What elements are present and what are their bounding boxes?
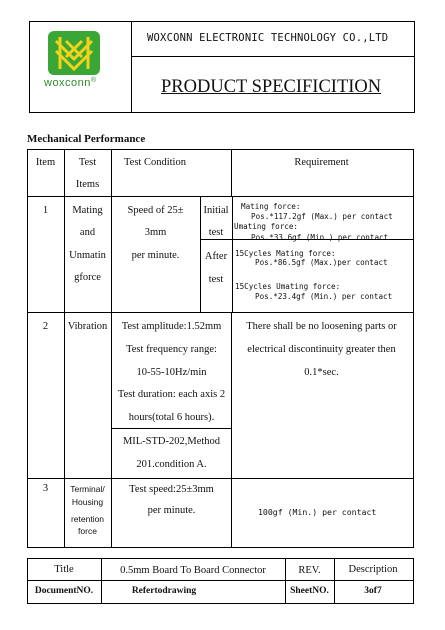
document-title: PRODUCT SPECIFICITION	[161, 77, 382, 97]
row3-test-line: retention	[70, 514, 105, 524]
company-logo	[46, 31, 102, 87]
initial-test-label: test	[208, 227, 224, 238]
row3-test-line: force	[78, 526, 97, 536]
initial-req-line: Pos.*117.2gf (Max.) per contact	[251, 212, 393, 221]
row2-condition-line: Test amplitude:1.52mm	[121, 321, 222, 332]
after-test-label: test	[208, 274, 224, 285]
row2-requirement-line: electrical discontinuity greater then	[247, 344, 396, 355]
row3-condition-line: Test speed:25±3mm	[129, 484, 214, 495]
logo-mark-icon	[46, 31, 102, 77]
header-test-2: Items	[75, 179, 100, 190]
initial-test-label: Initial	[203, 205, 229, 216]
row3-requirement: 100gf (Min.) per contact	[258, 507, 377, 517]
initial-req-line: Umating force:	[234, 222, 299, 231]
row3-test-line: Terminal/	[70, 484, 105, 494]
row2-standard-line: 201.condition A.	[136, 459, 207, 470]
header-requirement: Requirement	[294, 157, 349, 168]
footer-docno-value: Refertodrawing	[131, 586, 197, 596]
footer-title-value: 0.5mm Board To Board Connector	[120, 565, 266, 576]
row2-condition-line: Test duration: each axis 2	[117, 389, 226, 400]
row2-requirement-line: There shall be no loosening parts or	[246, 321, 397, 332]
initial-req-line: Mating force:	[241, 202, 301, 211]
row2-condition-line: Test frequency range:	[126, 344, 217, 355]
after-test-label: After	[204, 251, 228, 262]
row1-test-line: and	[79, 227, 96, 238]
after-req-line: Pos.*23.4gf (Min.) per contact	[255, 292, 393, 301]
row1-condition-line: 3mm	[144, 227, 167, 238]
logo-text: woxconn	[44, 77, 91, 89]
footer-sheet-label: SheetNO.	[290, 586, 329, 596]
header-condition: Test Condition	[124, 157, 186, 168]
after-req-line: Pos.*86.5gf (Max.)per contact	[255, 258, 388, 267]
after-req-line: 15Cycles Mating force:	[235, 249, 336, 258]
footer-title-label: Title	[54, 564, 74, 575]
row2-standard-line: MIL-STD-202,Method	[122, 436, 221, 447]
footer-description-label: Description	[348, 564, 398, 575]
section-title: Mechanical Performance	[27, 133, 146, 145]
row3-item: 3	[42, 483, 49, 494]
row2-condition-line: 10-55-10Hz/min	[136, 367, 207, 378]
row2-requirement-line: 0.1*sec.	[304, 367, 339, 378]
row3-test-line: Housing	[71, 497, 104, 507]
row1-item: 1	[42, 205, 49, 216]
row1-condition-line: Speed of 25±	[127, 205, 184, 216]
header-item: Item	[35, 157, 56, 168]
company-name: WOXCONN ELECTRONIC TECHNOLOGY CO.,LTD	[147, 32, 389, 44]
row1-test-line: gforce	[74, 272, 101, 283]
row1-test-line: Mating	[72, 205, 103, 216]
row2-condition-line: hours(total 6 hours).	[128, 412, 215, 423]
registered-mark: ®	[90, 77, 97, 84]
row2-test: Vibration	[67, 321, 108, 332]
footer-rev-label: REV.	[298, 565, 321, 576]
row1-condition-line: per minute.	[131, 250, 180, 261]
initial-req-line: Pos.*33.6gf (Min.) per contact	[251, 233, 389, 242]
footer-docno-label: DocumentNO.	[34, 586, 94, 596]
footer-sheet-value: 3of7	[364, 586, 382, 596]
header-test-1: Test	[78, 157, 97, 168]
after-req-line: 15Cycles Umating force:	[235, 282, 341, 291]
row1-test-line: Unmatin	[69, 250, 106, 261]
row2-item: 2	[42, 321, 49, 332]
row3-condition-line: per minute.	[147, 505, 196, 516]
